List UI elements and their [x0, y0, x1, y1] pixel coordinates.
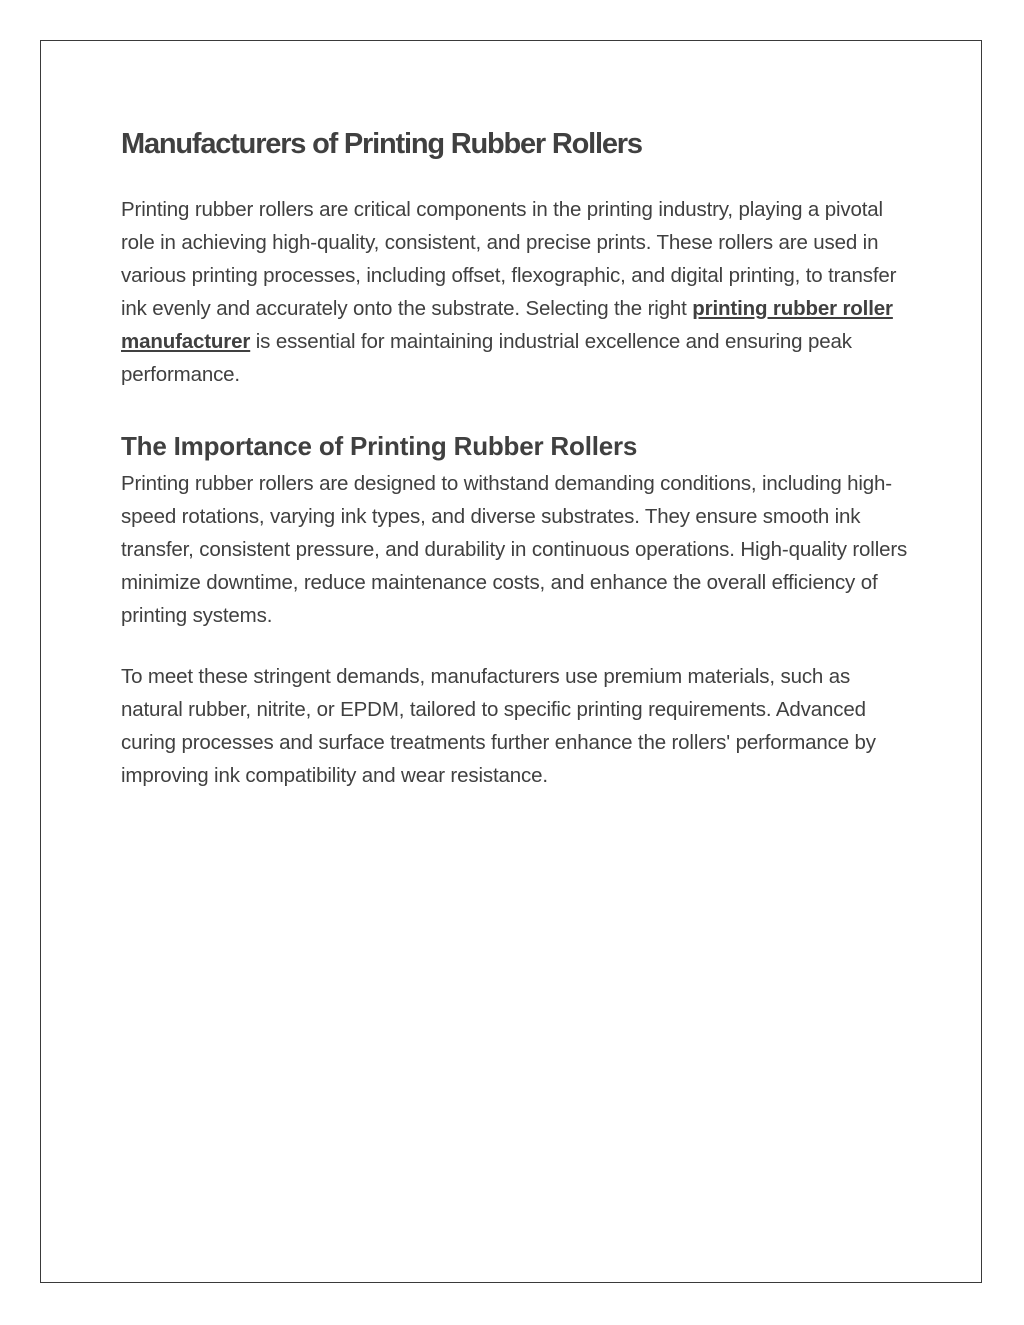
intro-text-before-link: Printing rubber rollers are critical components in the printing industry, playing a pivotal role in achieving high-quality, consistent, and precise prints. These rollers are used in various printing processes, including offset, flexographic, and digital printing, to transfer ink evenly and accurately onto the substrate. Selecting the right: [121, 198, 897, 320]
intro-text-after-link: is essential for maintaining industrial excellence and ensuring peak performance.: [121, 330, 852, 386]
document-body: [121, 124, 911, 792]
section-heading: The Importance of Printing Rubber Rollers: [121, 431, 638, 461]
manufacturer-link[interactable]: printing rubber roller manufacturer: [121, 297, 893, 353]
intro-paragraph: [121, 193, 911, 391]
page-title: Manufacturers of Printing Rubber Rollers: [121, 128, 642, 160]
section-paragraph-2: To meet these stringent demands, manufacturers use premium materials, such as natural rubber, nitrite, or EPDM, tailored to specific printing requirements. Advanced curing processes and surface treatments further enhance the rollers' performance by improving ink compatibility and wear resistance.: [121, 665, 876, 787]
section-paragraph-1: Printing rubber rollers are designed to withstand demanding conditions, including high-speed rotations, varying ink types, and diverse substrates. They ensure smooth ink transfer, consistent pressure, and durability in continuous operations. High-quality rollers minimize downtime, reduce maintenance costs, and enhance the overall efficiency of printing systems.: [121, 472, 908, 627]
